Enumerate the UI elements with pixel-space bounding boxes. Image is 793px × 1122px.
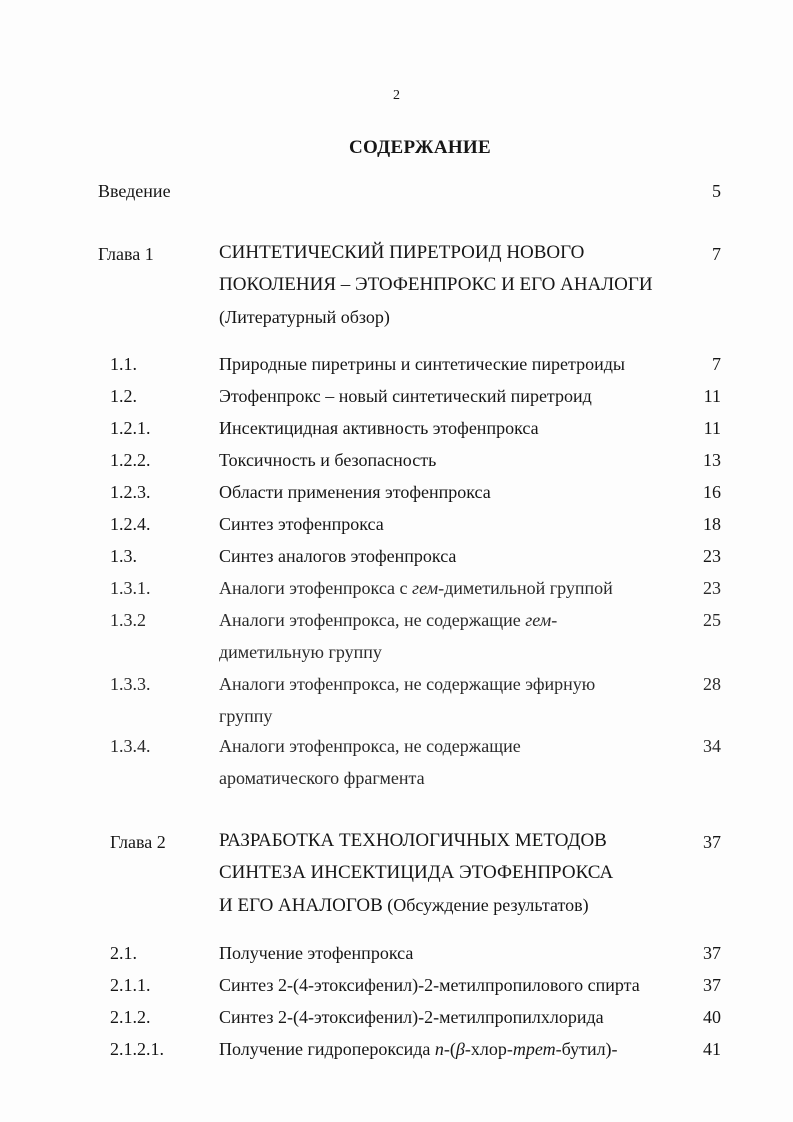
entry-num: 2.1.1.	[110, 975, 151, 995]
entry-num: 1.1.	[110, 354, 137, 374]
entry-num: 1.2.2.	[110, 450, 151, 470]
entry-title: Получение этофенпрокса	[219, 943, 414, 963]
chapter1-title-line1: СИНТЕТИЧЕСКИЙ ПИРЕТРОИД НОВОГО	[219, 242, 585, 263]
entry-num: 2.1.2.	[110, 1007, 151, 1027]
entry-page: 28	[703, 674, 721, 694]
entry-page: 37	[703, 975, 721, 995]
entry-title: Аналоги этофенпрокса с гем-диметильной группой	[219, 578, 613, 598]
entry-title: Аналоги этофенпрокса, не содержащие гем-	[219, 610, 558, 630]
entry-page: 18	[703, 514, 721, 534]
entry-num: 1.3.	[110, 546, 137, 566]
entry-page: 7	[712, 354, 721, 374]
chapter2-label: Глава 2	[110, 832, 166, 852]
page-number: 2	[393, 88, 400, 103]
entry-num: 1.2.	[110, 386, 137, 406]
entry-title: Аналоги этофенпрокса, не содержащие эфирную	[219, 674, 596, 694]
entry-num: 1.2.4.	[110, 514, 151, 534]
chapter1-title-line2: ПОКОЛЕНИЯ – ЭТОФЕНПРОКС И ЕГО АНАЛОГИ	[219, 274, 653, 295]
entry-page: 23	[703, 578, 721, 598]
entry-title: Токсичность и безопасность	[219, 450, 437, 470]
entry-page: 11	[703, 386, 721, 406]
entry-page: 13	[703, 450, 721, 470]
entry-num: 2.1.2.1.	[110, 1039, 164, 1059]
entry-title: Природные пиретрины и синтетические пиретроиды	[219, 354, 626, 374]
entry-page: 41	[703, 1039, 721, 1059]
entry-page: 11	[703, 418, 721, 438]
entry-title: Синтез аналогов этофенпрокса	[219, 546, 457, 566]
chapter2-page: 37	[703, 832, 721, 852]
chapter2-title-line1: РАЗРАБОТКА ТЕХНОЛОГИЧНЫХ МЕТОДОВ	[219, 830, 607, 851]
entry-title: Этофенпрокс – новый синтетический пиретроид	[219, 386, 592, 406]
entry-page: 37	[703, 943, 721, 963]
entry-num: 2.1.	[110, 943, 137, 963]
entry-num: 1.3.1.	[110, 578, 151, 598]
entry-page: 40	[703, 1007, 721, 1027]
entry-title-continued: группу	[219, 706, 273, 726]
chapter2-title-line3: И ЕГО АНАЛОГОВ (Обсуждение результатов)	[219, 895, 589, 916]
entry-page: 34	[703, 736, 721, 756]
chapter2-title-line2: СИНТЕЗА ИНСЕКТИЦИДА ЭТОФЕНПРОКСА	[219, 862, 614, 883]
entry-title: Области применения этофенпрокса	[219, 482, 491, 502]
intro-page: 5	[712, 181, 721, 201]
chapter1-page: 7	[712, 244, 721, 264]
entry-title: Аналоги этофенпрокса, не содержащие	[219, 736, 521, 756]
entry-page: 23	[703, 546, 721, 566]
entry-num: 1.2.1.	[110, 418, 151, 438]
entry-num: 1.3.4.	[110, 736, 151, 756]
entry-title: Синтез 2-(4-этоксифенил)-2-метилпропилового спирта	[219, 975, 640, 995]
entry-title: Получение гидропероксида п-(β-хлор-трет-бутил)-	[219, 1039, 618, 1059]
chapter1-subtitle: (Литературный обзор)	[219, 307, 390, 327]
chapter1-label: Глава 1	[98, 244, 154, 264]
entry-title: Синтез этофенпрокса	[219, 514, 384, 534]
entry-title-continued: диметильную группу	[219, 642, 382, 662]
entry-title-continued: ароматического фрагмента	[219, 768, 425, 788]
entry-page: 25	[703, 610, 721, 630]
entry-title: Инсектицидная активность этофенпрокса	[219, 418, 539, 438]
toc-title: СОДЕРЖАНИЕ	[349, 137, 491, 158]
entry-title: Синтез 2-(4-этоксифенил)-2-метилпропилхлорида	[219, 1007, 604, 1027]
intro-label: Введение	[98, 181, 171, 201]
entry-num: 1.2.3.	[110, 482, 151, 502]
entry-num: 1.3.2	[110, 610, 146, 630]
entry-page: 16	[703, 482, 721, 502]
entry-num: 1.3.3.	[110, 674, 151, 694]
